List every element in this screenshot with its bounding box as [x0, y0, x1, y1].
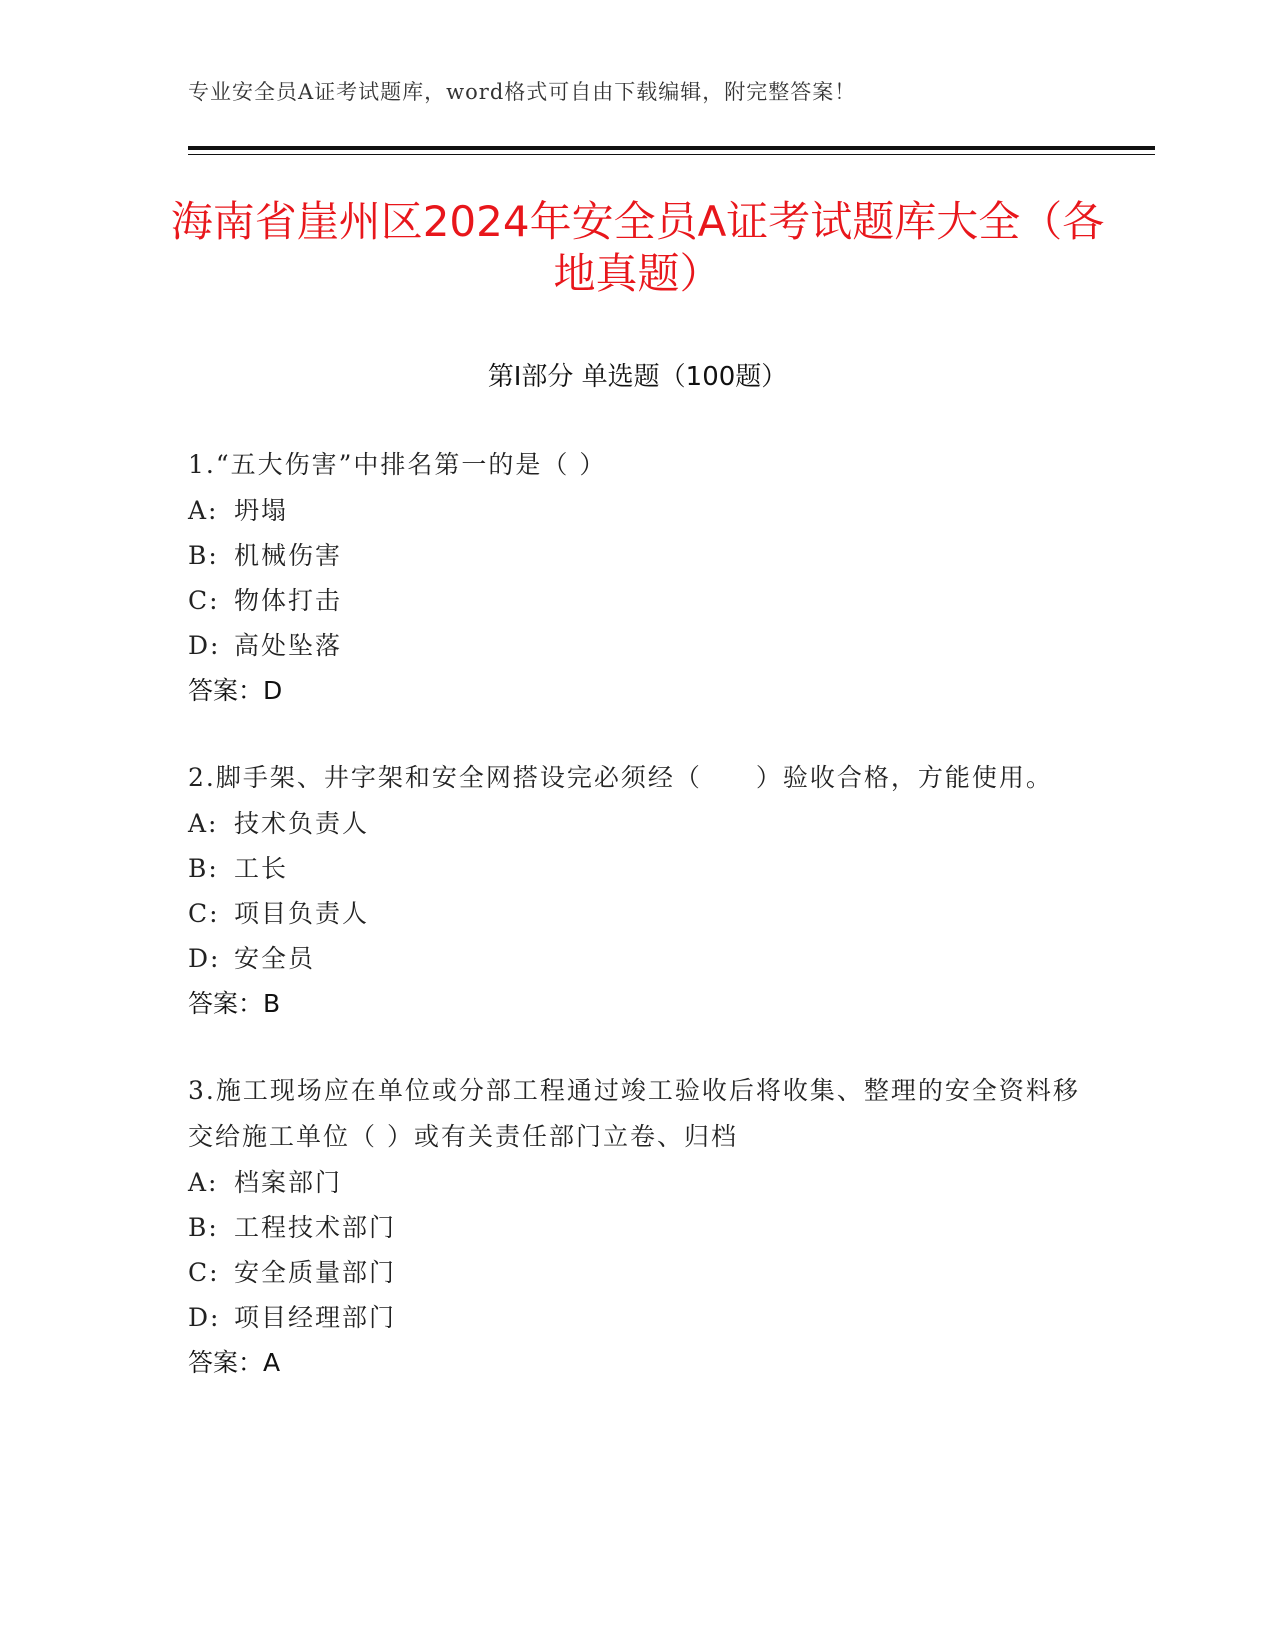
answer: 答案：D — [188, 676, 283, 705]
option-letter: A: — [188, 1168, 219, 1197]
document-title: 海南省崖州区2024年安全员A证考试题库大全（各地真题） — [170, 197, 1105, 298]
option-d — [188, 1295, 1088, 1340]
question-list — [188, 442, 1088, 1427]
option-a — [188, 801, 1088, 846]
option-letter: B: — [188, 541, 219, 570]
option-b — [188, 846, 1088, 891]
option-b — [188, 533, 1088, 578]
option-d — [188, 936, 1088, 981]
option-text: 档案部门 — [234, 1168, 343, 1197]
header-note: 专业安全员A证考试题库，word格式可自由下载编辑，附完整答案！ — [188, 80, 857, 104]
option-text: 机械伤害 — [234, 541, 343, 570]
option-text: 项目负责人 — [234, 899, 370, 928]
option-text: 安全员 — [234, 944, 316, 973]
option-d — [188, 623, 1088, 668]
option-letter: B: — [188, 1213, 219, 1242]
header-rule-thick — [188, 146, 1155, 150]
option-text: 项目经理部门 — [234, 1303, 397, 1332]
option-text: 安全质量部门 — [234, 1258, 397, 1287]
option-letter: B: — [188, 854, 219, 883]
option-letter: A: — [188, 809, 219, 838]
option-a — [188, 1160, 1088, 1205]
option-text: 技术负责人 — [234, 809, 370, 838]
option-letter: A: — [188, 496, 219, 525]
question-stem: 1.“五大伤害”中排名第一的是（ ） — [188, 450, 607, 479]
section-heading: 第Ⅰ部分 单选题（100题） — [487, 362, 788, 392]
option-letter: C: — [188, 586, 220, 615]
header-rule-thin — [188, 154, 1155, 155]
option-letter: D: — [188, 944, 221, 973]
question-3 — [188, 1068, 1088, 1385]
option-a — [188, 488, 1088, 533]
option-letter: C: — [188, 1258, 220, 1287]
option-text: 坍塌 — [234, 496, 289, 525]
question-2 — [188, 755, 1088, 1026]
option-letter: D: — [188, 1303, 221, 1332]
question-stem: 3.施工现场应在单位或分部工程通过竣工验收后将收集、整理的安全资料移交给施工单位（ ）或有关责任部门立卷、归档 — [188, 1076, 1080, 1151]
option-text: 物体打击 — [234, 586, 343, 615]
option-c — [188, 578, 1088, 623]
option-c — [188, 891, 1088, 936]
question-1 — [188, 442, 1088, 713]
option-text: 高处坠落 — [234, 631, 343, 660]
option-b — [188, 1205, 1088, 1250]
answer: 答案：B — [188, 989, 281, 1018]
answer: 答案：A — [188, 1348, 281, 1377]
option-text: 工长 — [234, 854, 289, 883]
option-text: 工程技术部门 — [234, 1213, 397, 1242]
option-letter: C: — [188, 899, 220, 928]
option-letter: D: — [188, 631, 221, 660]
question-stem: 2.脚手架、井字架和安全网搭设完必须经（ ）验收合格，方能使用。 — [188, 763, 1053, 792]
option-c — [188, 1250, 1088, 1295]
